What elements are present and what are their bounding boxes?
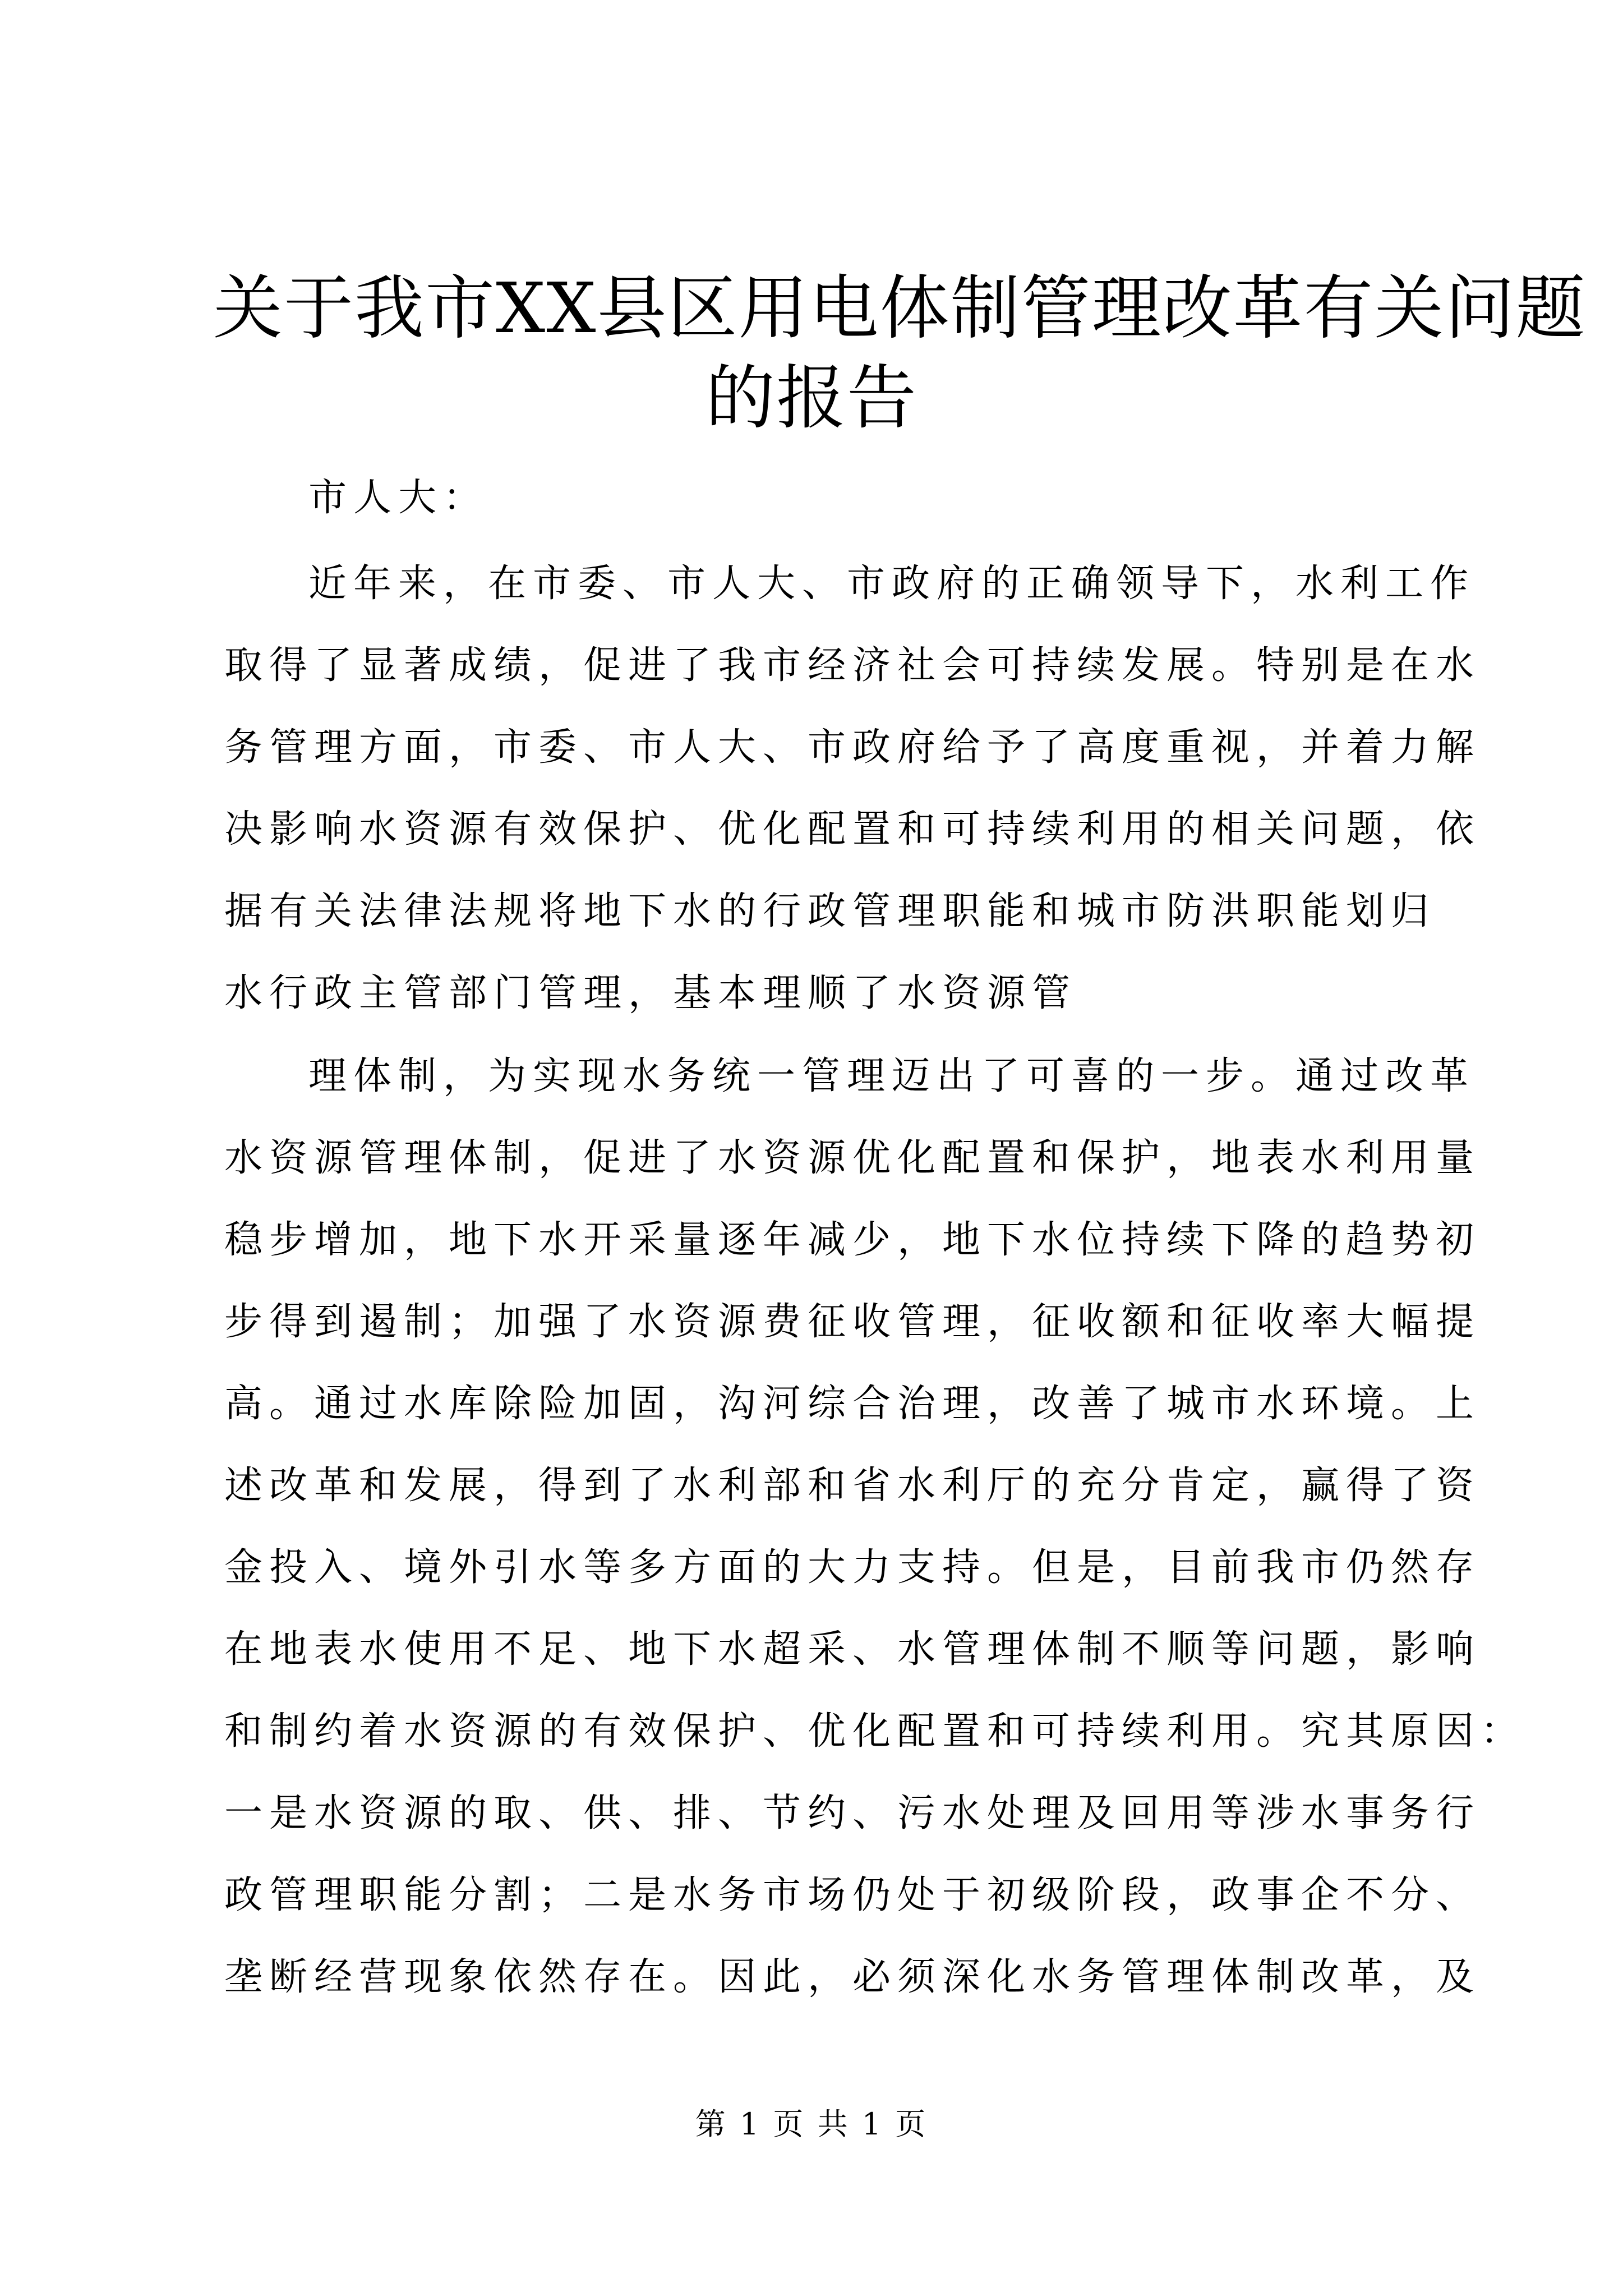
document-title	[213, 264, 1587, 443]
paragraph-line: 步得到遏制；加强了水资源费征收管理，征收额和征收率大幅提	[224, 1300, 1481, 1344]
title-line-2: 的报告	[705, 358, 917, 439]
paragraph-line: 据有关法律法规将地下水的行政管理职能和城市防洪职能划归	[224, 889, 1436, 933]
paragraph-line: 在地表水使用不足、地下水超采、水管理体制不顺等问题，影响	[224, 1627, 1481, 1672]
paragraph-line: 水资源管理体制，促进了水资源优化配置和保护，地表水利用量	[224, 1136, 1481, 1180]
paragraph-line: 和制约着水资源的有效保护、优化配置和可持续利用。究其原因：	[224, 1709, 1526, 1754]
paragraph-line: 近年来，在市委、市人大、市政府的正确领导下，水利工作	[308, 562, 1476, 606]
paragraph-line: 务管理方面，市委、市人大、市政府给予了高度重视，并着力解	[224, 725, 1481, 770]
paragraph-line: 取得了显著成绩，促进了我市经济社会可持续发展。特别是在水	[224, 643, 1481, 688]
paragraph-line: 稳步增加，地下水开采量逐年减少，地下水位持续下降的趋势初	[224, 1218, 1481, 1262]
body-paragraph-2	[224, 1036, 1526, 2018]
paragraph-line: 金投入、境外引水等多方面的大力支持。但是，目前我市仍然存	[224, 1545, 1481, 1590]
paragraph-line: 高。通过水库除险加固，沟河综合治理，改善了城市水环境。上	[224, 1382, 1481, 1426]
paragraph-line: 一是水资源的取、供、排、节约、污水处理及回用等涉水事务行	[224, 1791, 1481, 1835]
paragraph-line: 述改革和发展，得到了水利部和省水利厅的充分肯定，赢得了资	[224, 1464, 1481, 1508]
paragraph-line: 决影响水资源有效保护、优化配置和可持续利用的相关问题，依	[224, 807, 1481, 852]
title-line-1: 关于我市XX县区用电体制管理改革有关问题	[213, 268, 1587, 349]
paragraph-line: 政管理职能分割；二是水务市场仍处于初级阶段，政事企不分、	[224, 1873, 1481, 1917]
paragraph-line: 垄断经营现象依然存在。因此，必须深化水务管理体制改革，及	[224, 1955, 1481, 1999]
salutation: 市人大：	[308, 476, 488, 520]
body-paragraph-1	[224, 543, 1481, 1034]
page-footer: 第 1 页 共 1 页	[695, 2106, 928, 2142]
paragraph-line: 水行政主管部门管理，基本理顺了水资源管	[224, 971, 1077, 1015]
paragraph-line: 理体制，为实现水务统一管理迈出了可喜的一步。通过改革	[308, 1054, 1476, 1098]
